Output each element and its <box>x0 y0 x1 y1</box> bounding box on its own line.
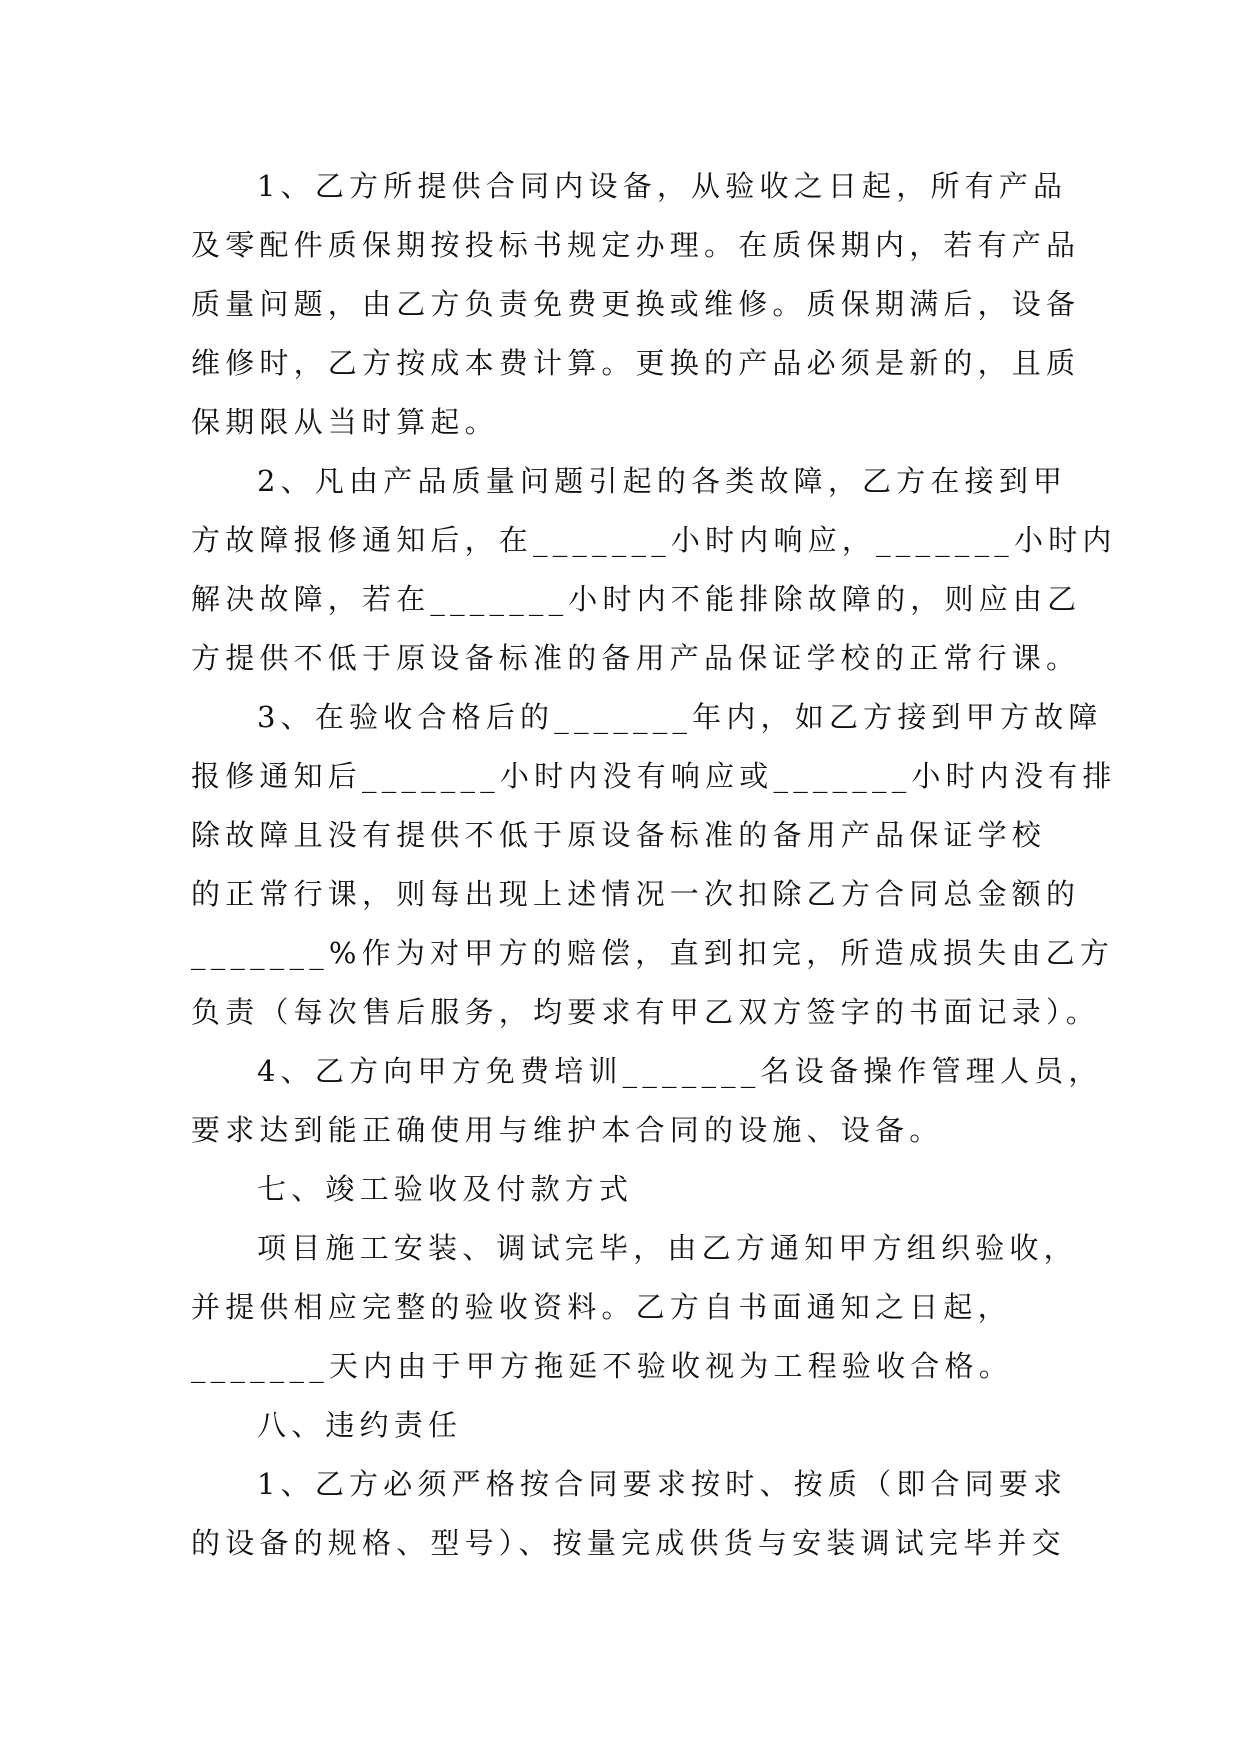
text-line: 保期限从当时算起。 <box>191 405 499 439</box>
text-line: 1、乙方必须严格按合同要求按时、按质（即合同要求 <box>257 1467 1068 1501</box>
text-line: 项目施工安装、调试完毕，由乙方通知甲方组织验收， <box>257 1231 1078 1265</box>
text-line: _______天内由于甲方拖延不验收视为工程验收合格。 <box>191 1349 1013 1383</box>
text-line: 1、乙方所提供合同内设备，从验收之日起，所有产品 <box>257 169 1068 203</box>
text-line: 解决故障，若在_______小时内不能排除故障的，则应由乙 <box>191 582 1082 616</box>
section-heading: 七、竣工验收及付款方式 <box>257 1172 634 1206</box>
text-line: 并提供相应完整的验收资料。乙方自书面通知之日起， <box>191 1290 1012 1324</box>
text-line: 方故障报修通知后，在_______小时内响应，_______小时内 <box>191 523 1117 557</box>
section-heading: 八、违约责任 <box>257 1408 463 1442</box>
text-line: 质量问题，由乙方负责免费更换或维修。质保期满后，设备 <box>191 287 1081 321</box>
text-line: 方提供不低于原设备标准的备用产品保证学校的正常行课。 <box>191 641 1081 675</box>
text-line: _______%作为对甲方的赔偿，直到扣完，所造成损失由乙方 <box>191 936 1115 970</box>
text-line: 3、在验收合格后的_______年内，如乙方接到甲方故障 <box>257 700 1103 734</box>
text-line: 负责（每次售后服务，均要求有甲乙双方签字的书面记录）。 <box>191 995 1100 1029</box>
text-line: 要求达到能正确使用与维护本合同的设施、设备。 <box>191 1113 944 1147</box>
text-line: 及零配件质保期按投标书规定办理。在质保期内，若有产品 <box>191 228 1081 262</box>
text-line: 的正常行课，则每出现上述情况一次扣除乙方合同总金额的 <box>191 877 1081 911</box>
text-line: 维修时，乙方按成本费计算。更换的产品必须是新的，且质 <box>191 346 1081 380</box>
text-line: 4、乙方向甲方免费培训_______名设备操作管理人员， <box>257 1054 1103 1088</box>
text-line: 的设备的规格、型号）、按量完成供货与安装调试完毕并交 <box>191 1526 1066 1560</box>
text-line: 2、凡由产品质量问题引起的各类故障，乙方在接到甲 <box>257 464 1068 498</box>
text-line: 报修通知后_______小时内没有响应或_______小时内没有排 <box>191 759 1117 793</box>
text-line: 除故障且没有提供不低于原设备标准的备用产品保证学校 <box>191 818 1047 852</box>
